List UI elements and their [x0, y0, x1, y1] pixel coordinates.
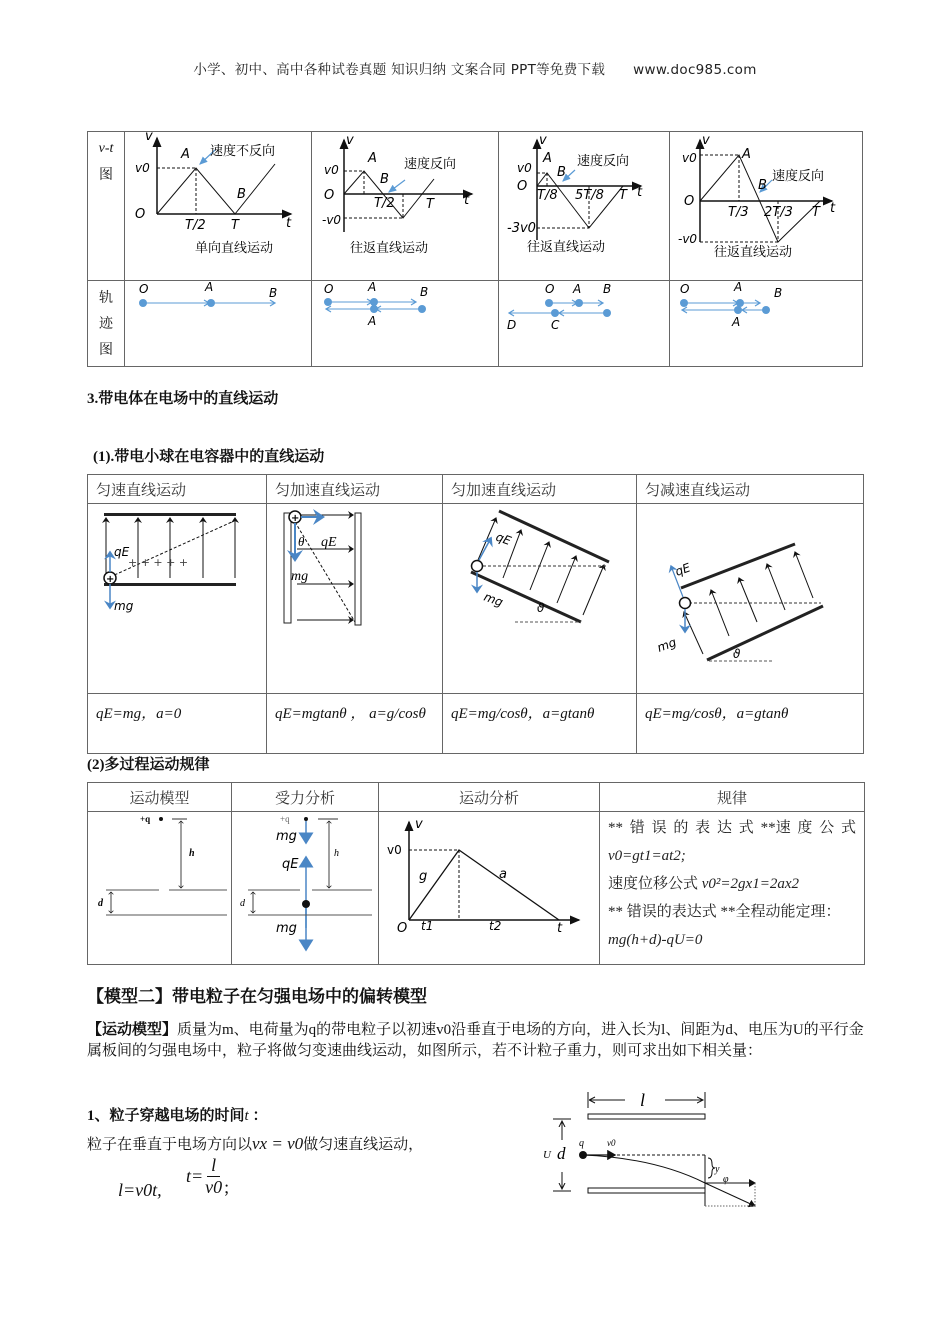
t2-label: T	[426, 197, 434, 212]
rule-word: 错	[629, 820, 645, 836]
accel-diagram-1	[267, 504, 434, 689]
rule-word: **	[608, 820, 623, 836]
point-a	[370, 298, 378, 306]
track-2	[312, 281, 498, 341]
eq1: l=v0t,	[118, 1180, 162, 1200]
vt-graph-2-cell	[312, 132, 499, 281]
vt-graph-1-cell	[125, 129, 312, 281]
capacitor-table	[87, 474, 864, 754]
section-3-sub1: (1).带电小球在电容器中的直线运动	[93, 449, 325, 465]
point1-text	[87, 1133, 423, 1154]
lower-plate	[588, 1188, 705, 1193]
model2-intro	[87, 1020, 869, 1062]
charge-dot	[159, 817, 163, 821]
rule-word: 达	[716, 820, 732, 836]
vt-table	[87, 131, 863, 367]
section-3-sub2: (2)多过程运动规律	[87, 757, 210, 773]
track-4	[670, 281, 862, 341]
point1-title: 1、粒子穿越电场的时间t ：	[87, 1108, 268, 1124]
t-label: t	[830, 201, 836, 216]
y-label: y	[715, 1164, 720, 1175]
t3-label: T	[812, 205, 820, 220]
vt-line	[409, 850, 559, 920]
eq2: t= $\frac{l}{v0}$ ;	[186, 1155, 230, 1197]
v0-label: v0	[517, 161, 532, 175]
t3-label: T	[619, 188, 627, 203]
top-plate	[681, 544, 795, 588]
point1-var: t	[244, 1108, 249, 1124]
point-a	[736, 299, 744, 307]
field-lines	[684, 552, 813, 654]
v0-label: v0	[387, 843, 402, 857]
diagram-cell-1	[88, 504, 267, 694]
t-label: t	[557, 921, 563, 936]
qe-label: qE	[321, 535, 337, 550]
rule-line-1	[608, 814, 856, 842]
caption: 往返直线运动	[350, 241, 429, 256]
plus-icon: +	[106, 574, 115, 585]
motion-cell	[379, 812, 600, 965]
mg-label: mg	[114, 599, 134, 613]
b-label: B	[758, 178, 767, 193]
rule-line-3	[608, 870, 856, 898]
label-b: B	[774, 286, 783, 300]
point-b	[762, 306, 770, 314]
qe-label: qE	[493, 529, 514, 549]
t-label: t	[464, 193, 470, 208]
label-o: O	[680, 282, 690, 296]
t1-label: T/2	[185, 218, 206, 233]
label-a-bottom: A	[732, 315, 741, 329]
rule-line-3-prefix: 速度位移公式	[608, 876, 699, 892]
note-label: 速度反向	[404, 157, 457, 172]
mg-label-top: mg	[276, 829, 297, 844]
mg-label: mg	[481, 589, 505, 610]
b-label: B	[237, 187, 246, 202]
uniform-motion-diagram	[88, 504, 258, 689]
vt-graph-4	[670, 132, 862, 276]
t2-label: t2	[489, 919, 502, 933]
label-b: B	[420, 285, 429, 299]
formula-cell: qE=mg，a=0	[88, 694, 267, 754]
qe-label: qE	[114, 545, 130, 559]
vt-label-2: 图	[99, 167, 113, 183]
track-3-cell	[499, 281, 670, 367]
t-label: t	[637, 185, 643, 200]
plus-signs: + + + + +	[128, 556, 189, 569]
point-b	[418, 305, 426, 313]
diagram-cell-4	[637, 504, 864, 694]
a-label: A	[742, 147, 751, 162]
label-o: O	[139, 282, 149, 296]
rule-word: 误	[651, 820, 667, 836]
header-cell: 匀加速直线运动	[267, 475, 443, 504]
rule-line-2: v0=gt1=at2;	[608, 848, 686, 864]
t2-label: 2T/3	[764, 205, 793, 220]
caption: 往返直线运动	[714, 245, 793, 260]
v-label: v	[145, 129, 153, 144]
eq2-numerator: l	[207, 1155, 220, 1177]
header-cell: 匀加速直线运动	[443, 475, 637, 504]
rule-word: **速	[760, 820, 791, 836]
point-c	[551, 309, 559, 317]
vt-graph-4-cell	[670, 132, 863, 281]
neg-v0-label: -v0	[322, 213, 342, 227]
track-label-3: 图	[99, 342, 113, 358]
track-1	[125, 281, 311, 341]
t-label: t	[286, 216, 292, 231]
rule-word: 式	[840, 820, 856, 836]
note-arrow-icon	[389, 180, 405, 192]
t2-label: T	[231, 218, 239, 233]
a-label: a	[499, 867, 507, 882]
rule-word: 的	[673, 820, 689, 836]
point1-text-a: 粒子在垂直于电场方向以	[87, 1137, 253, 1153]
mg-label: mg	[655, 635, 679, 655]
point-a2	[734, 306, 742, 314]
label-o: O	[545, 282, 555, 296]
header-url[interactable]: www.doc985.com	[633, 62, 757, 78]
rule-word: 公	[819, 820, 835, 836]
point-o	[545, 299, 553, 307]
theta-label: ϑ	[537, 601, 545, 615]
phi-label: φ	[723, 1174, 729, 1185]
model-diagram	[88, 812, 231, 960]
track-1-cell	[125, 281, 312, 367]
trajectory-curve	[583, 1155, 705, 1183]
vt-graph-3-cell	[499, 132, 670, 281]
rules-cell	[600, 812, 865, 965]
fraction	[205, 1155, 222, 1198]
rule-word: 度	[797, 820, 813, 836]
vt-graph-3	[499, 132, 669, 276]
vx-eq: vx = v0	[252, 1134, 304, 1153]
label-d: D	[507, 318, 517, 332]
o-label: O	[684, 194, 695, 209]
h-label: h	[189, 848, 195, 859]
v-label: v	[346, 133, 354, 148]
mg-label: mg	[291, 569, 309, 584]
label-o: O	[324, 282, 334, 296]
eq1-text: l=v0t	[118, 1180, 158, 1200]
rule-line-3-formula: v0²=2gx1=2ax2	[701, 876, 799, 892]
t2-label: 5T/8	[575, 188, 604, 203]
header-text: 小学、初中、高中各种试卷真题 知识归纳 文案合同 PPT等免费下载	[193, 62, 606, 78]
v-label: v	[702, 133, 710, 148]
header-cell: 运动分析	[379, 783, 600, 812]
qe-arrow	[479, 538, 491, 560]
header-cell: 运动模型	[88, 783, 232, 812]
rule-line-5: mg(h+d)-qU=0	[608, 932, 703, 948]
a-label: A	[543, 151, 552, 166]
top-plate	[499, 511, 609, 562]
theta-label: ϑ	[733, 647, 741, 661]
header-cell: 匀减速直线运动	[637, 475, 864, 504]
charge-icon	[472, 561, 483, 572]
q-label: q	[579, 1138, 584, 1149]
point-o	[680, 299, 688, 307]
t1-label: T/8	[537, 188, 558, 203]
section-3-title: 3.带电体在电场中的直线运动	[87, 391, 279, 407]
vt-line	[157, 164, 275, 214]
o-label: O	[324, 188, 335, 203]
caption: 往返直线运动	[527, 240, 606, 255]
a-label: A	[368, 151, 377, 166]
qe-label: qE	[673, 560, 693, 579]
track-2-cell	[312, 281, 499, 367]
mg-label-bottom: mg	[276, 921, 297, 936]
page-header	[0, 58, 950, 78]
d-label: d	[557, 1144, 566, 1163]
force-cell	[232, 812, 379, 965]
track-3	[499, 281, 669, 341]
label-c: C	[551, 318, 560, 332]
l-label: l	[640, 1090, 646, 1110]
intro-label: 【运动模型】	[87, 1022, 178, 1038]
label-a: A	[573, 282, 582, 296]
label-b: B	[603, 282, 612, 296]
left-plate	[284, 513, 291, 623]
header-cell: 规律	[600, 783, 865, 812]
h-label: h	[334, 848, 339, 859]
v0-label: v0	[324, 163, 339, 177]
bottom-plate	[104, 583, 236, 586]
point-b	[603, 309, 611, 317]
eq2-lhs: t=	[186, 1166, 204, 1186]
label-a: A	[205, 280, 214, 294]
multi-process-table	[87, 782, 865, 965]
qe-label: qE	[282, 857, 299, 872]
b-label: B	[557, 165, 566, 180]
vt-graph-1	[125, 129, 311, 276]
t1-label: T/2	[374, 196, 395, 211]
point-a	[207, 299, 215, 307]
v0-label: v0	[682, 151, 697, 165]
label-a: A	[734, 280, 743, 294]
b-label: B	[380, 172, 389, 187]
formula-cell: qE=mg/cosθ，a=gtanθ	[443, 694, 637, 754]
point-o	[324, 298, 332, 306]
rule-line-4: ** 错误的表达式 **全程动能定理：	[608, 904, 841, 920]
diagram-cell-3	[443, 504, 637, 694]
t1-label: T/3	[728, 205, 749, 220]
v0-label: v0	[135, 161, 150, 175]
point-a2	[370, 305, 378, 313]
decel-diagram	[637, 504, 863, 689]
intro-text: 质量为m、电荷量为q的带电粒子以初速v0沿垂直于电场的方向，进入长为l、间距为d、电压为U的平行金属板间的匀强电场中，粒子将做匀变速曲线运动，如图所示，若不计粒子重力，则可求出如下相关量：	[87, 1022, 864, 1059]
label-a: A	[368, 280, 377, 294]
d-label: d	[98, 898, 103, 909]
point1-text-b: 做匀速直线运动，	[303, 1137, 424, 1153]
top-plate	[104, 513, 236, 516]
v-label: v	[415, 817, 423, 832]
caption: 单向直线运动	[195, 241, 274, 256]
q-label: +q	[280, 814, 290, 824]
point-a	[575, 299, 583, 307]
deflection-figure	[545, 1088, 765, 1208]
track-label-2: 迹	[99, 316, 113, 332]
rule-word: 式	[738, 820, 754, 836]
diagram-cell-2	[267, 504, 443, 694]
neg-v0-label: -v0	[678, 232, 698, 246]
upper-plate	[588, 1114, 705, 1119]
t1-label: t1	[421, 919, 434, 933]
motion-vt-graph	[379, 812, 599, 960]
row-label-vt	[88, 132, 125, 281]
u-label: U	[543, 1149, 551, 1161]
right-plate	[355, 513, 361, 625]
label-a-bottom: A	[368, 314, 377, 328]
force-diagram	[232, 812, 378, 960]
y-brace	[708, 1158, 715, 1178]
o-label: O	[397, 921, 408, 936]
vt-label: v-t	[98, 141, 114, 156]
model-cell	[88, 812, 232, 965]
model2-title: 【模型二】带电粒子在匀强电场中的偏转模型	[87, 987, 427, 1007]
o-label: O	[135, 207, 146, 222]
o-label: O	[517, 179, 528, 194]
bottom-plate	[707, 606, 823, 660]
theta-label: θ	[298, 534, 305, 549]
accel-diagram-2	[443, 504, 628, 689]
row-label-track	[88, 281, 125, 367]
formula-cell: qE=mg/cosθ，a=gtanθ	[637, 694, 864, 754]
note-label: 速度不反向	[210, 144, 276, 159]
v0-label: v0	[607, 1138, 616, 1148]
track-label-1: 轨	[99, 290, 113, 306]
label-b: B	[269, 286, 278, 300]
a-label: A	[181, 147, 190, 162]
d-label: d	[240, 898, 245, 909]
rule-word: 表	[695, 820, 711, 836]
q-label: +q	[140, 814, 151, 824]
particle-dot	[302, 900, 310, 908]
v-label: v	[539, 133, 547, 148]
charge-icon	[680, 598, 691, 609]
neg-3v0-label: -3v0	[507, 221, 536, 236]
track-4-cell	[670, 281, 863, 367]
header-cell: 受力分析	[232, 783, 379, 812]
g-label: g	[419, 869, 428, 884]
header-cell: 匀速直线运动	[88, 475, 267, 504]
charge-dot	[304, 817, 308, 821]
point1-title-text: 1、粒子穿越电场的时间	[87, 1108, 245, 1124]
vt-graph-2	[312, 132, 498, 276]
point-o	[139, 299, 147, 307]
note-label: 速度反向	[577, 154, 630, 169]
note-label: 速度反向	[772, 169, 825, 184]
formula-cell: qE=mgtanθ ， a=g/cosθ	[267, 694, 443, 754]
eq2-denominator: v0	[205, 1177, 223, 1197]
velocity-arrow	[705, 1183, 755, 1206]
plus-icon: +	[291, 513, 300, 524]
